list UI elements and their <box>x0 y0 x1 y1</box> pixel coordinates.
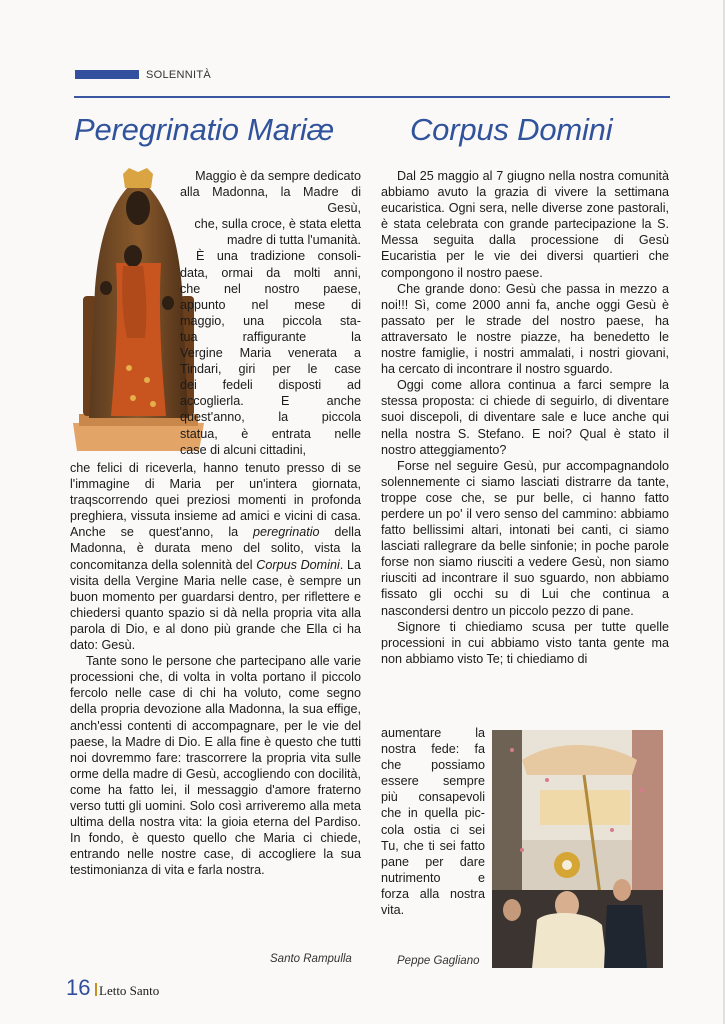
left-intro-line: Vergine Maria venerata a <box>180 346 361 361</box>
left-intro-line: che nel nostro paese, <box>180 281 361 296</box>
header-rule <box>74 96 670 98</box>
author-signature-right: Peppe Gagliano <box>397 955 480 967</box>
page-number: 16 <box>66 975 91 1000</box>
folio-divider <box>95 983 97 996</box>
right-article-closing <box>381 725 485 918</box>
left-intro-line: madre di tutta l'umanità. <box>226 233 361 248</box>
article-title-right: Corpus Domini <box>410 112 613 147</box>
left-intro-line: dei fedeli disposti ad <box>180 378 361 393</box>
left-paragraph-2: Tante sono le persone che partecipano alle varie processioni che, di volta in volta portano il piccolo fercolo nelle case di chi ha voluto, come segno della propria devozione alla Madonna, la sua effige, anch'essi contenti di accompagnare, per le vie del paese, la Madre di Dio. E alla fine è questo che tutti noi dovremmo fare: trascorrere la propria vita sulle orme della madre di Gesù, accogliendo con docilità, come ha fatto lei, il messaggio d'amore fraterno verso tutti gli uomini. Solo così arriveremo alla meta ultima della nostra vita: la gioia eterna del Pardiso. In fondo, è questo quello che Maria ci chiede, entrando nelle nostre case, di accogliere la sua testimonianza di vita e farla nostra. <box>70 654 361 878</box>
author-signature-left: Santo Rampulla <box>270 953 352 965</box>
right-article-body <box>381 168 669 667</box>
right-closing-line: Tu, che ti sei fatto <box>381 838 485 853</box>
left-paragraph-1: che felici di riceverla, hanno tenuto presso di se l'immagine di Maria per un'intera giornata, traqscorrendo quei preziosi momenti in profonda preghiera, vissuta insieme ad amici e vicini di casa. Anche se quest'anno, la peregrinatio della Madonna, è durata meno del solito, vista la concomitanza della solennità del Corpus Domini. La visita della Vergine Maria nelle case, è sempre un buon momento per guardarsi dentro, per riflettere e chiedersi quanto spazio si dà nella propria vita alla parola di Dio, e al dono più grande che Ella ci ha dato: Gesù. <box>70 461 361 653</box>
right-paragraph-4: Forse nel seguire Gesù, pur accompagnandolo solennemente ci siamo lasciati distrarre da tante, troppe cose che, se pur belle, ci hanno fatto perdere un po' il vero senso del cammino: abbiamo fatto bellissimi altari, intonati bei canti, ci siamo lasciati rallegrare da belle sinfonie; in poche parole forse non siamo riusciti a vedere Gesù, non siamo riusciti ad incontrare il suo sguardo, non abbiamo fissato gli occhi su di Lui che continua a nascondersi dentro un piccolo pezzo di pane. <box>381 458 669 618</box>
right-closing-line: che possiamo <box>381 758 485 773</box>
right-closing-line: forza alla nostra <box>381 886 485 901</box>
right-paragraph-3: Oggi come allora continua a farci sempre la stessa proposta: ci chiede di seguirlo, di diventare suoi discepoli, di diventare sale e luce anche qui nella nostra S. Stefano. E noi? Qual è stato il nostro atteggiamento? <box>381 378 669 457</box>
left-intro-line: case di alcuni cittadini, <box>180 442 307 457</box>
left-intro-line: accoglierla. E anche <box>180 394 361 409</box>
right-closing-line: più consapevoli <box>381 790 485 805</box>
right-closing-line: che in quella pic- <box>381 806 485 821</box>
left-article-body <box>70 460 361 878</box>
right-closing-line: cola ostia ci sei <box>381 822 485 837</box>
left-intro-line: alla Madonna, la Madre di Gesù, <box>180 185 361 216</box>
left-intro-line: È una tradizione consoli- <box>196 249 361 264</box>
section-color-bar <box>75 70 139 79</box>
publication-name: Letto Santo <box>99 983 160 998</box>
section-label: SOLENNITÀ <box>146 69 212 81</box>
right-closing-line: nostra fede: fa <box>381 742 485 757</box>
right-closing-line: nutrimento e <box>381 870 485 885</box>
left-intro-line: statua, è entrata nelle <box>180 426 361 441</box>
right-closing-line: vita. <box>381 903 405 918</box>
right-closing-line: essere sempre <box>381 774 485 789</box>
left-intro-line: che, sulla croce, è stata eletta <box>194 217 361 232</box>
left-intro-line: quest'anno, la piccola <box>180 410 361 425</box>
right-closing-line: aumentare la <box>381 726 485 740</box>
left-intro-line: tua raffigurante la <box>180 329 361 344</box>
corpus-domini-procession-photo <box>492 730 663 968</box>
article-title-left: Peregrinatio Mariæ <box>74 112 335 147</box>
left-intro-line: data, ormai da molti anni, <box>180 265 361 280</box>
right-paragraph-2: Che grande dono: Gesù che passa in mezzo a noi!!! Sì, come 2000 anni fa, anche oggi Gesù è passato per le strade del nostro paese, ha attraversato le nostre piazze, ha benedetto le nostre famiglie, i nostri ammalati, i nostri giovani, ha cercato di incontrare il nostro sguardo. <box>381 281 669 377</box>
left-intro-line: Maggio è da sempre dedicato <box>195 169 361 183</box>
left-intro-line: Tindari, giri per le case <box>180 362 361 377</box>
left-article-intro <box>180 168 361 458</box>
left-intro-line: appunto nel mese di <box>180 297 361 312</box>
left-intro-line: maggio, una piccola sta- <box>180 313 361 328</box>
right-closing-line: pane per dare <box>381 854 485 869</box>
right-paragraph-5: Signore ti chiediamo scusa per tutte quelle processioni in cui abbiamo visto tanta gente ma non abbiamo visto Te; ti chiediamo di <box>381 619 669 666</box>
right-paragraph-1: Dal 25 maggio al 7 giugno nella nostra comunità abbiamo avuto la grazia di vivere la settimana eucaristica. Ogni sera, nelle diverse zone pastorali, è stata celebrata con grande partecipazione la S. Messa seguita dalla processione di Gesù Eucaristia per le vie dei diversi quartieri che compongono il nostro paese. <box>381 169 669 280</box>
